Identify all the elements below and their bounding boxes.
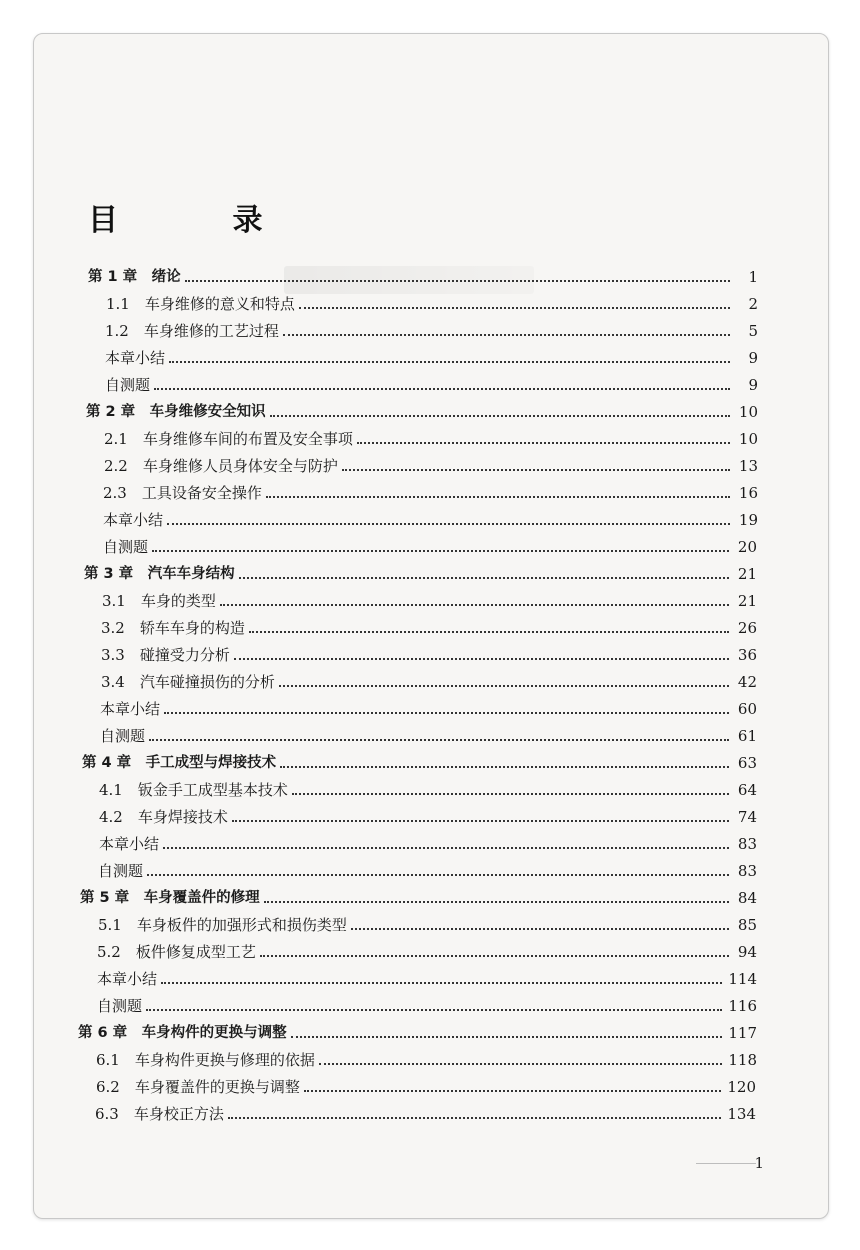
toc-entry-page: 83 bbox=[737, 834, 757, 853]
toc-entry-page: 61 bbox=[737, 726, 757, 745]
toc-entry-page: 13 bbox=[738, 456, 758, 475]
toc-leader-dots bbox=[147, 873, 729, 876]
page-number: 1 bbox=[754, 1154, 764, 1172]
toc-section-entry bbox=[34, 1046, 828, 1073]
toc-section-entry bbox=[34, 290, 828, 317]
toc-leader-dots bbox=[249, 630, 729, 633]
toc-entry-page: 21 bbox=[737, 591, 757, 610]
toc-leader-dots bbox=[154, 387, 730, 390]
toc-entry-page: 36 bbox=[737, 645, 757, 664]
toc-entry-page: 2 bbox=[748, 294, 758, 313]
toc-entry-label: 6.3 车身校正方法 bbox=[95, 1104, 224, 1123]
toc-entry-label: 5.1 车身板件的加强形式和损伤类型 bbox=[98, 915, 347, 934]
toc-misc-entry bbox=[34, 965, 828, 992]
toc-entry-page: 63 bbox=[737, 753, 757, 772]
toc-leader-dots bbox=[270, 414, 730, 417]
toc-entry-page: 9 bbox=[748, 375, 758, 394]
toc-entry-page: 74 bbox=[737, 807, 757, 826]
toc-entry-label: 3.1 车身的类型 bbox=[102, 591, 216, 610]
toc-entry-label: 6.1 车身构件更换与修理的依据 bbox=[96, 1050, 315, 1069]
toc-entry-page: 21 bbox=[737, 564, 757, 583]
toc-entry-label: 1.2 车身维修的工艺过程 bbox=[105, 321, 279, 340]
toc-entry-page: 9 bbox=[748, 348, 758, 367]
toc-leader-dots bbox=[152, 549, 729, 552]
toc-leader-dots bbox=[239, 576, 729, 579]
toc-misc-entry bbox=[34, 695, 828, 722]
footer-rule bbox=[696, 1163, 756, 1164]
toc-entry-label: 3.2 轿车车身的构造 bbox=[101, 618, 245, 637]
toc-entry-label: 自测题 bbox=[105, 375, 151, 394]
toc-section-entry bbox=[34, 425, 828, 452]
toc-section-entry bbox=[34, 668, 828, 695]
toc-chapter-entry bbox=[34, 560, 828, 587]
toc-leader-dots bbox=[234, 657, 729, 660]
toc-leader-dots bbox=[232, 819, 729, 822]
toc-section-entry bbox=[34, 1100, 828, 1127]
toc-leader-dots bbox=[319, 1062, 723, 1065]
toc-entry-label: 第 6 章 车身构件的更换与调整 bbox=[78, 1024, 287, 1041]
toc-entry-page: 114 bbox=[728, 969, 757, 988]
toc-entry-page: 64 bbox=[737, 780, 757, 799]
toc-entry-label: 2.3 工具设备安全操作 bbox=[103, 483, 262, 502]
toc-entry-label: 3.3 碰撞受力分析 bbox=[101, 645, 230, 664]
toc-entry-label: 6.2 车身覆盖件的更换与调整 bbox=[96, 1077, 300, 1096]
toc-chapter-entry bbox=[34, 263, 828, 290]
toc-leader-dots bbox=[185, 279, 730, 282]
toc-entry-label: 本章小结 bbox=[100, 699, 161, 718]
toc-section-entry bbox=[34, 317, 828, 344]
toc-entry-page: 1 bbox=[748, 267, 758, 286]
toc-misc-entry bbox=[34, 533, 828, 560]
toc-entry-label: 4.2 车身焊接技术 bbox=[99, 807, 228, 826]
toc-entry-label: 第 4 章 手工成型与焊接技术 bbox=[82, 754, 277, 771]
toc-leader-dots bbox=[264, 900, 729, 903]
toc-entry-page: 10 bbox=[738, 429, 758, 448]
toc-leader-dots bbox=[304, 1089, 722, 1092]
toc-misc-entry bbox=[34, 857, 828, 884]
toc-entry-label: 自测题 bbox=[103, 537, 149, 556]
toc-entry-label: 3.4 汽车碰撞损伤的分析 bbox=[101, 672, 275, 691]
toc-leader-dots bbox=[169, 360, 730, 363]
toc-entry-label: 本章小结 bbox=[97, 969, 158, 988]
toc-entry-label: 第 2 章 车身维修安全知识 bbox=[86, 403, 266, 420]
toc-title: 目 录 bbox=[88, 203, 315, 238]
toc-leader-dots bbox=[291, 1035, 723, 1038]
toc-entry-label: 第 5 章 车身覆盖件的修理 bbox=[80, 889, 260, 906]
toc-entry-page: 118 bbox=[728, 1050, 757, 1069]
toc-list bbox=[34, 263, 828, 1127]
toc-chapter-entry bbox=[34, 884, 828, 911]
toc-section-entry bbox=[34, 1073, 828, 1100]
toc-entry-page: 120 bbox=[727, 1077, 756, 1096]
toc-entry-page: 116 bbox=[728, 996, 757, 1015]
toc-entry-page: 26 bbox=[737, 618, 757, 637]
toc-entry-label: 2.1 车身维修车间的布置及安全事项 bbox=[104, 429, 353, 448]
toc-leader-dots bbox=[164, 711, 729, 714]
toc-entry-label: 4.1 钣金手工成型基本技术 bbox=[99, 780, 288, 799]
toc-leader-dots bbox=[357, 441, 730, 444]
toc-leader-dots bbox=[292, 792, 729, 795]
toc-entry-label: 本章小结 bbox=[105, 348, 166, 367]
toc-leader-dots bbox=[167, 522, 730, 525]
toc-leader-dots bbox=[220, 603, 729, 606]
toc-leader-dots bbox=[351, 927, 729, 930]
toc-misc-entry bbox=[34, 722, 828, 749]
toc-leader-dots bbox=[161, 981, 722, 984]
toc-entry-page: 94 bbox=[737, 942, 757, 961]
toc-section-entry bbox=[34, 938, 828, 965]
toc-entry-page: 16 bbox=[738, 483, 758, 502]
toc-leader-dots bbox=[266, 495, 730, 498]
toc-leader-dots bbox=[228, 1116, 722, 1119]
toc-entry-page: 85 bbox=[737, 915, 757, 934]
toc-leader-dots bbox=[342, 468, 730, 471]
toc-leader-dots bbox=[163, 846, 729, 849]
toc-entry-page: 134 bbox=[727, 1104, 756, 1123]
toc-entry-page: 42 bbox=[737, 672, 757, 691]
toc-chapter-entry bbox=[34, 749, 828, 776]
toc-entry-label: 5.2 板件修复成型工艺 bbox=[97, 942, 256, 961]
toc-misc-entry bbox=[34, 506, 828, 533]
toc-chapter-entry bbox=[34, 398, 828, 425]
toc-entry-label: 第 3 章 汽车车身结构 bbox=[84, 565, 235, 582]
toc-entry-label: 本章小结 bbox=[103, 510, 164, 529]
toc-section-entry bbox=[34, 776, 828, 803]
toc-section-entry bbox=[34, 587, 828, 614]
toc-section-entry bbox=[34, 479, 828, 506]
toc-entry-page: 84 bbox=[737, 888, 757, 907]
toc-entry-page: 5 bbox=[748, 321, 758, 340]
toc-leader-dots bbox=[280, 765, 729, 768]
toc-entry-page: 117 bbox=[728, 1023, 757, 1042]
toc-section-entry bbox=[34, 911, 828, 938]
toc-entry-page: 19 bbox=[738, 510, 758, 529]
toc-section-entry bbox=[34, 452, 828, 479]
toc-leader-dots bbox=[279, 684, 729, 687]
toc-section-entry bbox=[34, 614, 828, 641]
toc-entry-page: 20 bbox=[737, 537, 757, 556]
toc-entry-label: 自测题 bbox=[98, 861, 144, 880]
toc-chapter-entry bbox=[34, 1019, 828, 1046]
toc-leader-dots bbox=[283, 333, 730, 336]
toc-entry-page: 10 bbox=[738, 402, 758, 421]
toc-leader-dots bbox=[146, 1008, 722, 1011]
document-page bbox=[33, 33, 829, 1219]
toc-leader-dots bbox=[260, 954, 729, 957]
toc-misc-entry bbox=[34, 830, 828, 857]
toc-entry-page: 83 bbox=[737, 861, 757, 880]
toc-entry-label: 自测题 bbox=[100, 726, 146, 745]
toc-section-entry bbox=[34, 803, 828, 830]
toc-section-entry bbox=[34, 641, 828, 668]
toc-entry-label: 自测题 bbox=[97, 996, 143, 1015]
toc-misc-entry bbox=[34, 344, 828, 371]
toc-misc-entry bbox=[34, 371, 828, 398]
toc-misc-entry bbox=[34, 992, 828, 1019]
toc-leader-dots bbox=[299, 306, 730, 309]
toc-leader-dots bbox=[149, 738, 729, 741]
toc-entry-label: 1.1 车身维修的意义和特点 bbox=[106, 294, 295, 313]
toc-entry-label: 2.2 车身维修人员身体安全与防护 bbox=[104, 456, 338, 475]
toc-entry-page: 60 bbox=[737, 699, 757, 718]
toc-entry-label: 本章小结 bbox=[99, 834, 160, 853]
toc-entry-label: 第 1 章 绪论 bbox=[88, 268, 181, 285]
